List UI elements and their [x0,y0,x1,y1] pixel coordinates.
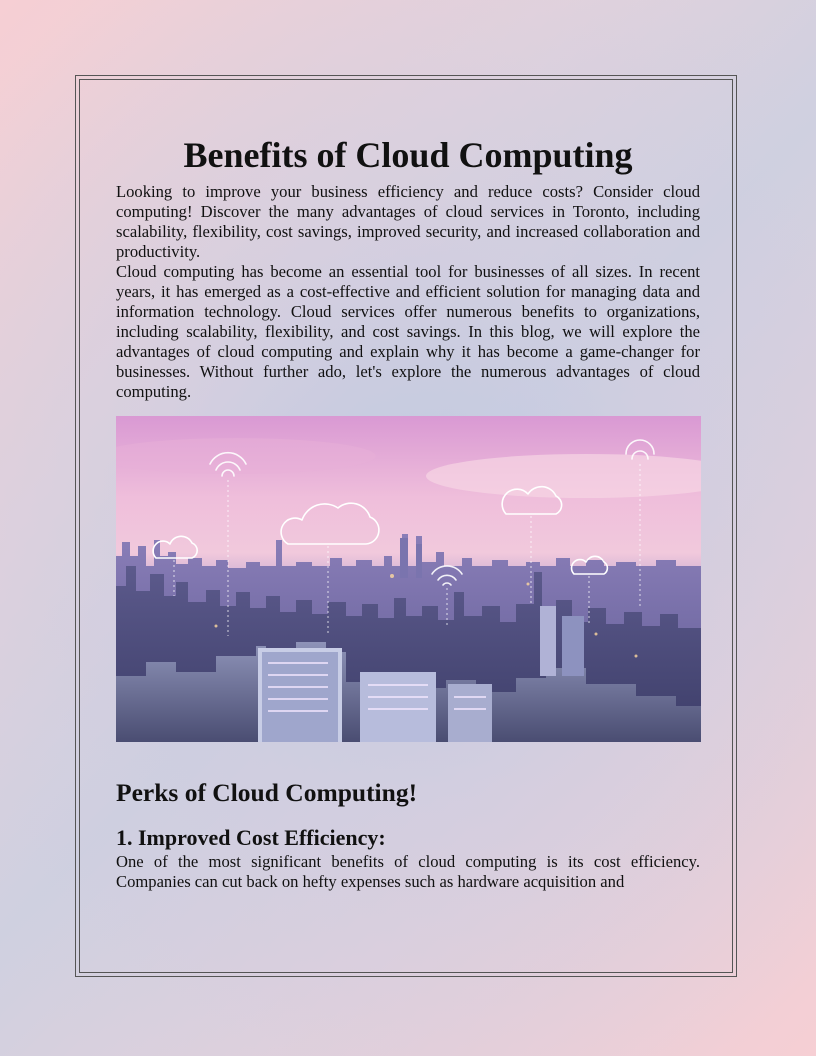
body-paragraph: Cloud computing has become an essential tool for businesses of all sizes. In recent years, it has emerged as a cost-effective and efficient solution for managing data and information technology. Cloud services offer numerous benefits to organizations, including scalability, flexibility, and cost savings. In this blog, we will explore the advantages of cloud computing and explain why it has become a game-changer for businesses. Without further ado, let's explore the numerous advantages of cloud computing. [116,262,700,401]
section-heading: Perks of Cloud Computing! [116,778,418,807]
article [116,128,700,892]
page-title: Benefits of Cloud Computing [183,135,633,175]
city-skyline-illustration [116,416,701,742]
subsection-heading: 1. Improved Cost Efficiency: [116,825,386,850]
hero-image [116,416,701,742]
subsection-paragraph: One of the most significant benefits of cloud computing is its cost efficiency. Companies can cut back on hefty expenses such as hardware acquisition and [116,852,700,891]
intro-paragraph: Looking to improve your business efficiency and reduce costs? Consider cloud computing! Discover the many advantages of cloud services in Toronto, including scalability, flexibility, cost savings, improved security, and increased collaboration and productivity. [116,182,700,261]
